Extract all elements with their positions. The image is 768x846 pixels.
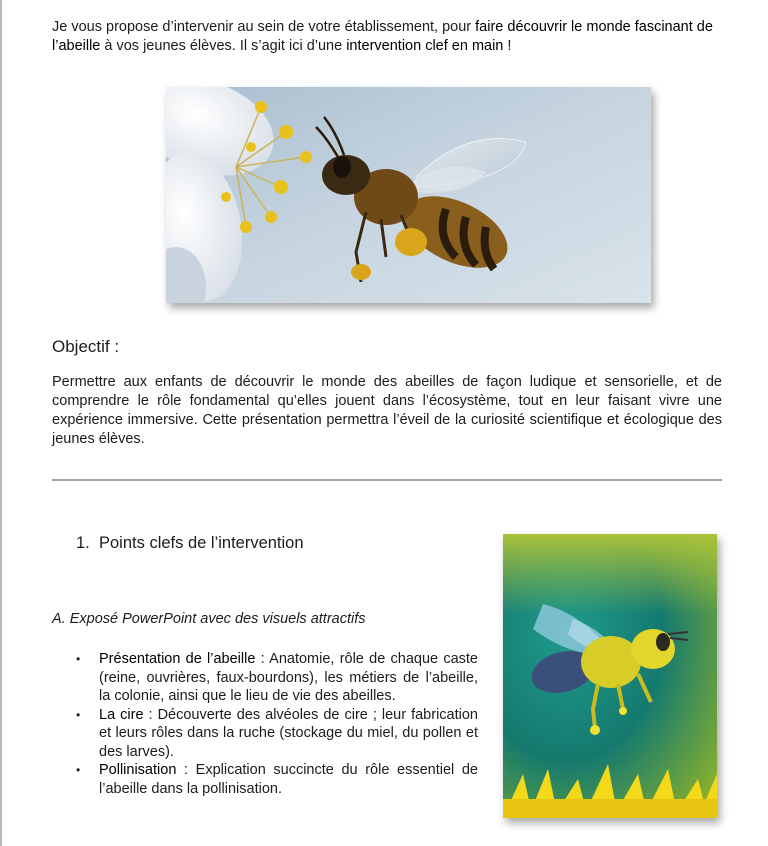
subsection-heading: A. Exposé PowerPoint avec des visuels attractifs [52, 611, 366, 627]
intro-paragraph [52, 18, 724, 56]
objectif-paragraph: Permettre aux enfants de découvrir le monde des abeilles de façon ludique et sensorielle, et de comprendre le rôle fondamental qu’elles jouent dans l’écosystème, tout en leur faisant vivre une expérience immersive. Cette présentation permettra l’éveil de la curiosité scientifique et écologique des jeunes élèves. [52, 374, 722, 447]
bee-pollen-image [503, 534, 717, 818]
intro-text-2: à vos jeunes élèves. Il s’agit ici d’une [100, 38, 347, 54]
intro-highlight-2: intervention clef en main [346, 38, 504, 54]
page-left-border [0, 0, 2, 846]
bee-flower-image [166, 87, 651, 303]
section-title: Points clefs de l’intervention [99, 534, 304, 552]
section-divider [52, 479, 722, 481]
intro-text-3: ! [503, 38, 512, 54]
list-item [76, 761, 478, 798]
bullet-text: : Découverte des alvéoles de cire ; leur fabrication et leurs rôles dans la ruche (stockage du miel, du pollen et des larves). [99, 706, 478, 760]
section-heading [76, 534, 304, 553]
bullet-marker: • [76, 707, 81, 722]
bullet-text: : Anatomie, rôle de chaque caste (reine, ouvrières, faux-bourdons), les métiers de l’abeille, la colonie, ainsi que le lieu de vie des abeilles. [99, 651, 478, 704]
bullet-text: : Explication succincte du rôle essentiel de l’abeille dans la pollinisation. [99, 762, 478, 797]
section-number: 1. [76, 534, 90, 552]
bullet-lead: La cire [99, 706, 144, 723]
list-item [76, 706, 478, 762]
bullet-list [76, 650, 478, 798]
intro-text-1: Je vous propose d’intervenir au sein de votre établissement, pour [52, 19, 476, 35]
bullet-lead: Pollinisation [99, 762, 177, 778]
bullet-lead: Présentation de l’abeille [99, 651, 256, 667]
list-item [76, 650, 478, 706]
bee-pollen-illustration [503, 534, 717, 818]
bee-flower-illustration [166, 87, 651, 303]
objectif-heading: Objectif : [52, 337, 120, 356]
intro-highlight-1: faire découvrir le monde fascinant de l’abeille [52, 19, 713, 54]
bullet-marker: • [76, 763, 81, 777]
bullet-marker: • [76, 652, 81, 666]
